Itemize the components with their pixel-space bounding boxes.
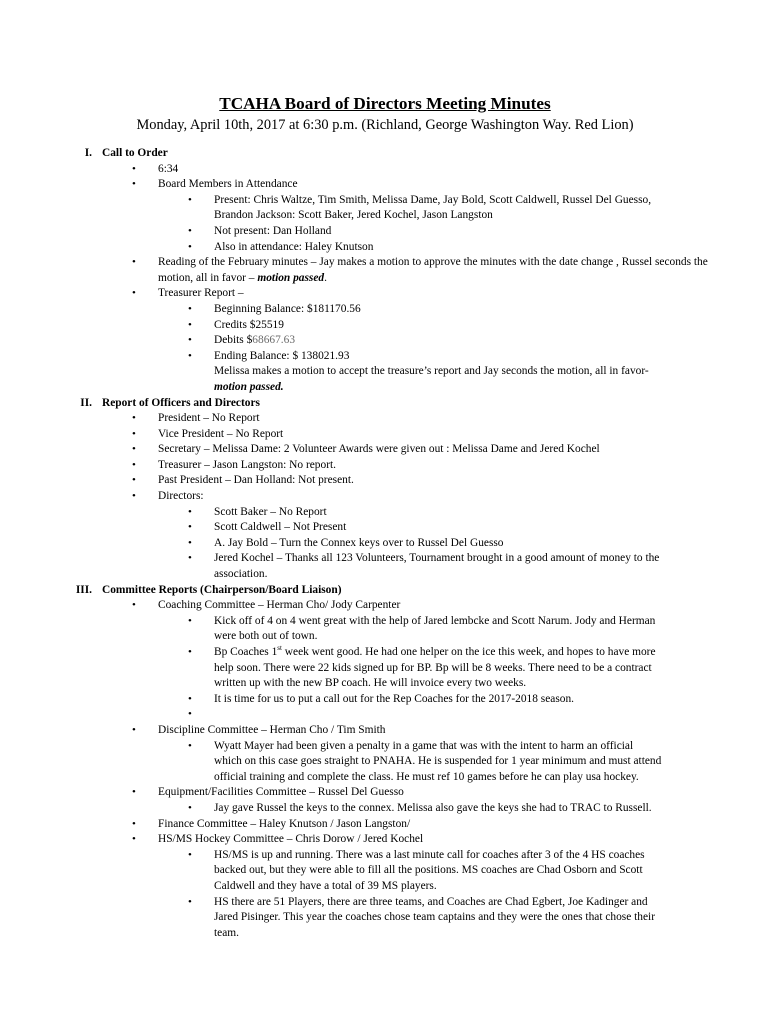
list-item: • Treasurer – Jason Langston: No report. <box>102 458 718 474</box>
list-item: • It is time for us to put a call out for the Rep Coaches for the 2017-2018 season. <box>158 692 662 708</box>
list-item: • HS/MS is up and running. There was a last minute call for coaches after 3 of the 4 HS coaches backed out, but they were able to fill all the positions. MS coaches are Chad Osborn and Scott Caldwell and they have a total of 39 MS players. <box>158 848 662 895</box>
section-heading: Call to Order <box>102 147 168 159</box>
treasurer-motion: Melissa makes a motion to accept the treasure’s report and Jay seconds the motion, all in favor- motion passed. <box>214 365 649 393</box>
section-officer-reports <box>0 396 770 583</box>
minutes-body <box>0 146 770 941</box>
section-number: III. <box>75 583 92 596</box>
section-heading: Committee Reports (Chairperson/Board Liaison) <box>102 583 342 596</box>
list-item: • Directors: • Scott Baker – No Report • Scott Caldwell – Not Present • A. Jay Bold – Turn the Connex keys over to Russel Del Guesso • Jered Kochel – Thanks all 123 Volunteers, Tournament brought in a good amount of money to the association. <box>102 489 718 583</box>
list-item: • Also in attendance: Haley Knutson <box>158 240 662 256</box>
list-item: • Coaching Committee – Herman Cho/ Jody Carpenter • Kick off of 4 on 4 went great with the help of Jared lembcke and Scott Narum. Jody and Herman were both out of town. • Bp Coaches 1st week went good. He had one helper on the ice this week, and hopes to have more help soon. There were 22 kids signed up for BP. Bp will be 8 weeks. There need to be a contract written up with the new BP coach. He will invoice every two weeks. • It is time for us to put a call out for the Rep Coaches for the 2017-2018 season. • <box>102 598 718 723</box>
list-item: • 6:34 <box>102 162 718 178</box>
section-committee-reports <box>0 583 770 942</box>
list-item: • HS/MS Hockey Committee – Chris Dorow / Jered Kochel • HS/MS is up and running. There was a last minute call for coaches after 3 of the 4 HS coaches backed out, but they were able to fill all the positions. MS coaches are Chad Osborn and Scott Caldwell and they have a total of 39 MS players. • HS there are 51 Players, there are three teams, and Coaches are Chad Egbert, Joe Kadinger and Jared Pisinger. This year the coaches chose team captains and they were the ones that chose their team. <box>102 832 718 941</box>
list-item: • Ending Balance: $ 138021.93 <box>158 349 662 365</box>
section-heading: Report of Officers and Directors <box>102 396 260 409</box>
list-item: • Treasurer Report – • Beginning Balance: $181170.56 • Credits $25519 • Debits $68667.63 • Ending Balance: $ 138021.93 Melissa makes a motion to accept the treasure’s report and Jay seconds the motion, all in favor- motion passed. <box>102 286 718 395</box>
list-item: • Jered Kochel – Thanks all 123 Volunteers, Tournament brought in a good amount of money to the association. <box>158 551 662 582</box>
list-item: • Scott Baker – No Report <box>158 505 662 521</box>
list-item: • Board Members in Attendance • Present: Chris Waltze, Tim Smith, Melissa Dame, Jay Bold, Scott Caldwell, Russel Del Guesso, Brandon Jackson: Scott Baker, Jered Kochel, Jason Langston • Not present: Dan Holland • Also in attendance: Haley Knutson <box>102 177 718 255</box>
empty-list-item <box>158 707 662 723</box>
list-item: • Not present: Dan Holland <box>158 224 662 240</box>
list-item: • Kick off of 4 on 4 went great with the help of Jared lembcke and Scott Narum. Jody and Herman were both out of town. <box>158 614 662 645</box>
list-item: • Bp Coaches 1st week went good. He had one helper on the ice this week, and hopes to have more help soon. There were 22 kids signed up for BP. Bp will be 8 weeks. There need to be a contract written up with the new BP coach. He will invoice every two weeks. <box>158 645 662 692</box>
list-item: • Past President – Dan Holland: Not present. <box>102 473 718 489</box>
document-title: TCAHA Board of Directors Meeting Minutes <box>219 94 551 113</box>
list-item: • Vice President – No Report <box>102 427 718 443</box>
list-item: • Debits $68667.63 <box>158 333 662 349</box>
list-item: • Wyatt Mayer had been given a penalty in a game that was with the intent to harm an official which on this case goes straight to PNAHA. He is suspended for 1 year minimum and must attend official training and complete the class. He must ref 10 games before he can play usa hockey. <box>158 739 662 786</box>
section-number: I. <box>84 147 92 159</box>
list-item: • Scott Caldwell – Not Present <box>158 520 662 536</box>
meeting-date-location: Monday, April 10th, 2017 at 6:30 p.m. (Richland, George Washington Way. Red Lion) <box>136 117 634 133</box>
list-item: • Credits $25519 <box>158 318 662 334</box>
list-item: • Discipline Committee – Herman Cho / Tim Smith • Wyatt Mayer had been given a penalty in a game that was with the intent to harm an official which on this case goes straight to PNAHA. He is suspended for 1 year minimum and must attend official training and complete the class. He must ref 10 games before he can play usa hockey. <box>102 723 718 785</box>
section-number: II. <box>80 396 92 409</box>
list-item: • Equipment/Facilities Committee – Russel Del Guesso • Jay gave Russel the keys to the connex. Melissa also gave the keys she had to TRAC to Russell. <box>102 785 718 816</box>
list-item: • Jay gave Russel the keys to the connex. Melissa also gave the keys she had to TRAC to Russell. <box>158 801 662 817</box>
list-item: • Present: Chris Waltze, Tim Smith, Melissa Dame, Jay Bold, Scott Caldwell, Russel Del Guesso, Brandon Jackson: Scott Baker, Jered Kochel, Jason Langston <box>158 193 662 224</box>
section-call-to-order <box>0 146 770 396</box>
list-item: • Beginning Balance: $181170.56 <box>158 302 662 318</box>
list-item: • A. Jay Bold – Turn the Connex keys over to Russel Del Guesso <box>158 536 662 552</box>
list-item: • President – No Report <box>102 411 718 427</box>
list-item: • HS there are 51 Players, there are three teams, and Coaches are Chad Egbert, Joe Kadinger and Jared Pisinger. This year the coaches chose team captains and they were the ones that chose their team. <box>158 895 662 942</box>
list-item: • Reading of the February minutes – Jay makes a motion to approve the minutes with the date change , Russel seconds the motion, all in favor – motion passed. <box>102 255 718 286</box>
list-item: • Secretary – Melissa Dame: 2 Volunteer Awards were given out : Melissa Dame and Jered Kochel <box>102 442 718 458</box>
list-item: • Finance Committee – Haley Knutson / Jason Langston/ <box>102 817 718 833</box>
